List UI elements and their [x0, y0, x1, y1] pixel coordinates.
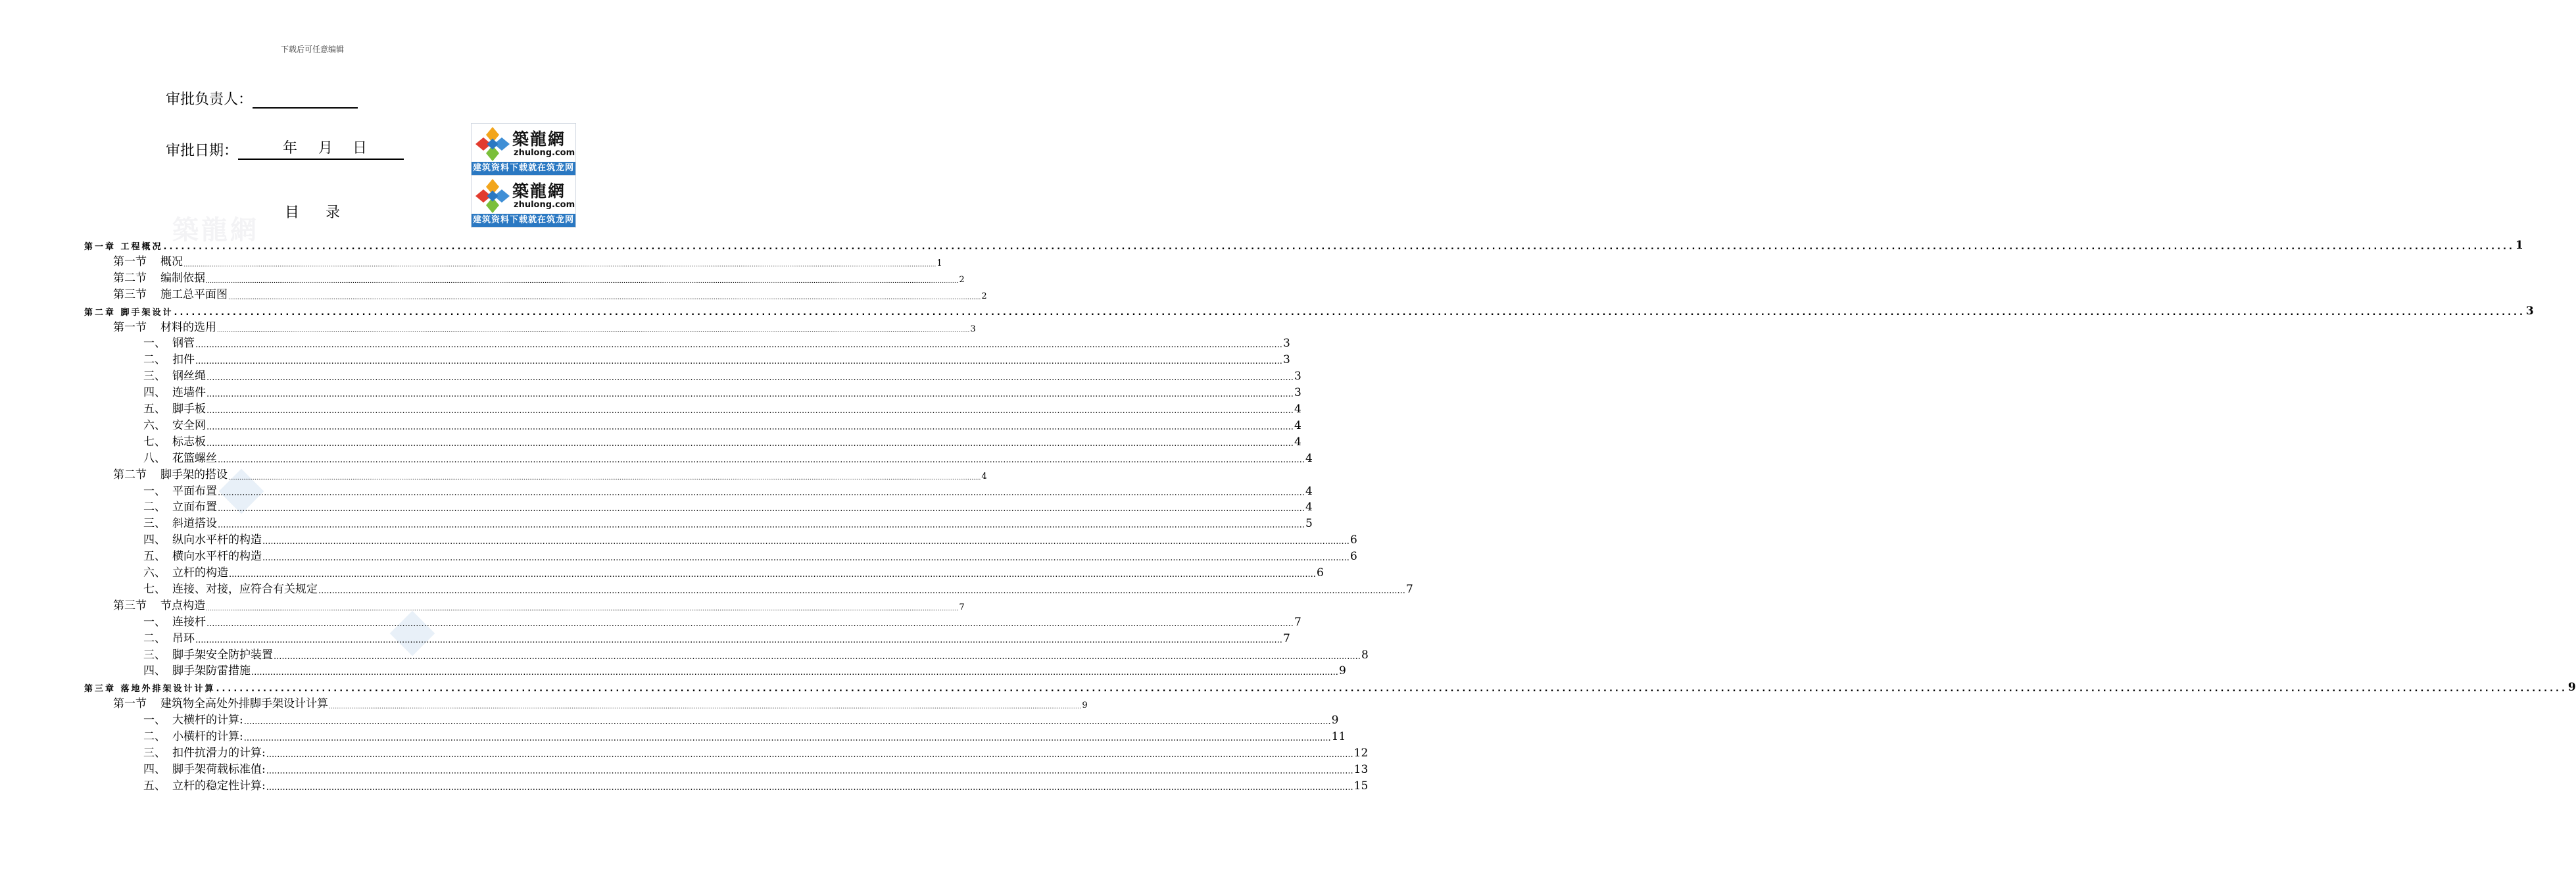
approval-person-label: 审批负责人：	[166, 91, 253, 108]
toc-entry-page: 1	[2515, 239, 2523, 252]
toc-entry-page: 4	[1294, 435, 1301, 449]
toc-dot-leader: ................................................................................................................................................................................................................................................................................................................................................................................................................	[207, 422, 1294, 432]
toc-dot-leader: ................................................................................................................................................................................................................................................................................................................................................................................................................	[206, 278, 959, 285]
toc-dot-leader: ................................................................................................................................................................................................................................................................................................................................................................................................................	[195, 356, 1282, 367]
toc-dot-leader: ................................................................................................................................................................................................................................................................................................................................................................................................................	[251, 668, 1338, 678]
toc-entry[interactable]	[143, 497, 1313, 514]
toc-entry[interactable]	[143, 416, 1301, 432]
toc-entry-text: 脚手架防雷措施	[172, 664, 251, 678]
toc-entry[interactable]	[113, 318, 976, 334]
toc-entry-number: 三、	[143, 648, 166, 662]
toc-entry-number: 第三节	[113, 287, 147, 301]
toc-entry-page: 7	[959, 602, 965, 612]
toc-entry-label	[143, 661, 251, 677]
toc-dot-leader: ................................................................................................................................................................................................................................................................................................................................................................................................................	[229, 570, 1316, 579]
toc-entry[interactable]	[143, 547, 1357, 564]
toc-entry-number: 第二节	[113, 271, 147, 285]
toc-entry-page: 8	[1361, 648, 1369, 662]
toc-entry-label	[143, 547, 262, 563]
toc-entry-text: 连接、对接，应符合有关规定	[172, 582, 318, 596]
toc-entry-text: 第三章 落地外排架设计计算	[84, 684, 216, 695]
toc-entry-page: 5	[1305, 517, 1313, 531]
toc-entry-label	[143, 530, 262, 547]
toc-entry-number: 二、	[143, 631, 166, 645]
toc-entry-text: 第二章 脚手架设计	[84, 307, 174, 318]
toc-entry-text: 脚手架安全防护装置	[172, 648, 273, 662]
logo-cn-name: 築龍網	[512, 130, 566, 149]
toc-dot-leader: ................................................................................................................................................................................................................................................................................................................................................................................................................	[195, 340, 1282, 351]
toc-dot-leader: ................................................................................................................................................................................................................................................................................................................................................................................................................	[217, 327, 970, 334]
toc-entry-page: 7	[1294, 615, 1301, 629]
toc-entry[interactable]	[143, 563, 1324, 579]
logo-en-name: zhulong.com	[514, 148, 575, 158]
toc-entry-text: 横向水平杆的构造	[172, 550, 262, 564]
toc-entry-page: 7	[1405, 582, 1413, 596]
toc-entry-page: 6	[1349, 533, 1357, 547]
toc-entry-page: 4	[1294, 403, 1301, 416]
logo-slogan: 建筑资料下载就在筑龙网	[472, 162, 575, 175]
toc-entry-text: 扣件抗滑力的计算:	[172, 746, 266, 760]
toc-entry-number: 第一节	[113, 255, 147, 268]
toc-entry-number: 七、	[143, 582, 166, 596]
toc-entry-number: 一、	[143, 337, 166, 351]
toc-entry-number: 四、	[143, 762, 166, 776]
toc-dot-leader: ................................................................................................................................................................................................................................................................................................................................................................................................................	[274, 651, 1361, 662]
toc-entry-page: 3	[1282, 353, 1290, 367]
toc-entry-page: 9	[2567, 681, 2576, 695]
toc-entry[interactable]	[143, 399, 1301, 416]
toc-entry-number: 第一节	[113, 697, 147, 711]
toc-entry-label	[113, 465, 228, 481]
toc-entry-number: 第三节	[113, 599, 147, 612]
toc-entry-number: 二、	[143, 501, 166, 514]
toc-entry-label	[143, 416, 206, 432]
approval-day: 日	[352, 140, 368, 157]
toc-entry-label	[143, 645, 273, 662]
toc-entry-text: 斜道搭设	[172, 517, 217, 531]
toc-entry[interactable]	[113, 285, 987, 301]
toc-dot-leader: ................................................................................................................................................................................................................................................................................................................................................................................................................	[174, 307, 2525, 318]
toc-entry-number: 五、	[143, 550, 166, 564]
toc-entry-number: 二、	[143, 730, 166, 743]
toc-dot-leader: ................................................................................................................................................................................................................................................................................................................................................................................................................	[206, 605, 959, 612]
toc-entry-page: 12	[1353, 746, 1369, 760]
toc-dot-leader: ................................................................................................................................................................................................................................................................................................................................................................................................................	[218, 454, 1305, 465]
toc-dot-leader: ................................................................................................................................................................................................................................................................................................................................................................................................................	[228, 474, 981, 481]
toc-entry-number: 第一节	[113, 320, 147, 334]
approval-date-line	[166, 139, 404, 160]
toc-entry-label	[143, 563, 228, 579]
toc-entry-number: 五、	[143, 779, 166, 793]
toc-entry-number: 一、	[143, 484, 166, 498]
toc-entry-text: 安全网	[172, 418, 206, 432]
toc-entry-page: 15	[1353, 779, 1369, 793]
toc-dot-leader: ................................................................................................................................................................................................................................................................................................................................................................................................................	[329, 704, 1082, 711]
watermark-text: 築龍網	[172, 214, 259, 245]
toc-entry[interactable]	[84, 235, 2523, 252]
toc-entry-page: 3	[2525, 304, 2534, 318]
toc-entry-page: 3	[1282, 337, 1290, 351]
toc-entry-number: 八、	[143, 451, 166, 465]
toc-entry-label	[143, 710, 243, 727]
toc-entry-label	[84, 239, 163, 252]
toc-entry[interactable]	[143, 776, 1369, 793]
toc-dot-leader: ................................................................................................................................................................................................................................................................................................................................................................................................................	[218, 520, 1305, 531]
toc-entry[interactable]	[113, 465, 987, 481]
toc-entry-page: 3	[1294, 386, 1301, 400]
toc-entry-number: 四、	[143, 533, 166, 547]
toc-entry-text: 概况	[160, 255, 183, 268]
toc-entry-number: 三、	[143, 370, 166, 383]
toc-entry-label	[143, 497, 217, 514]
toc-entry-page: 9	[1331, 714, 1339, 727]
toc-entry-text: 立面布置	[172, 501, 217, 514]
toc-entry-label	[143, 760, 266, 776]
toc-entry-text: 连墙件	[172, 386, 206, 400]
logo-en-name: zhulong.com	[514, 200, 575, 210]
toc-entry[interactable]	[143, 760, 1369, 776]
toc-entry[interactable]	[84, 677, 2576, 695]
toc-entry-page: 4	[1305, 451, 1313, 465]
toc-entry-label	[143, 383, 206, 399]
toc-dot-leader: ................................................................................................................................................................................................................................................................................................................................................................................................................	[266, 766, 1353, 776]
toc-entry-text: 平面布置	[172, 484, 217, 498]
toc-entry-number: 二、	[143, 353, 166, 367]
zhulong-logo	[471, 123, 576, 176]
toc-entry-page: 9	[1082, 700, 1088, 711]
toc-entry-number: 一、	[143, 714, 166, 727]
header-note: 下载后可任意编辑	[280, 45, 344, 54]
toc-dot-leader: ................................................................................................................................................................................................................................................................................................................................................................................................................	[243, 733, 1331, 743]
toc-entry-text: 标志板	[172, 435, 206, 449]
toc-dot-leader: ................................................................................................................................................................................................................................................................................................................................................................................................................	[216, 684, 2567, 695]
toc-entry-label	[143, 514, 217, 530]
toc-entry-number: 第二节	[113, 468, 147, 481]
toc-entry-page: 13	[1353, 762, 1369, 776]
toc-entry-text: 大横杆的计算:	[172, 714, 243, 727]
toc-dot-leader: ................................................................................................................................................................................................................................................................................................................................................................................................................	[163, 242, 2515, 252]
toc-entry-number: 六、	[143, 566, 166, 579]
toc-entry-text: 编制依据	[160, 271, 205, 285]
toc-entry-number: 一、	[143, 615, 166, 629]
toc-entry-label	[113, 694, 328, 710]
toc-entry-page: 2	[959, 274, 965, 285]
toc-entry-text: 连接杆	[172, 615, 206, 629]
toc-entry-label	[113, 596, 205, 612]
toc-entry[interactable]	[143, 743, 1369, 760]
toc-entry-text: 脚手架荷载标准值:	[172, 762, 266, 776]
toc-entry-text: 钢管	[172, 337, 195, 351]
toc-entry-number: 三、	[143, 517, 166, 531]
toc-entry[interactable]	[143, 612, 1301, 629]
toc-entry-label	[84, 305, 174, 318]
toc-dot-leader: ................................................................................................................................................................................................................................................................................................................................................................................................................	[207, 618, 1294, 629]
toc-entry[interactable]	[143, 710, 1339, 727]
toc-dot-leader: ................................................................................................................................................................................................................................................................................................................................................................................................................	[218, 487, 1305, 498]
toc-entry[interactable]	[113, 268, 965, 285]
toc-entry-page: 3	[1294, 370, 1301, 383]
toc-entry-text: 花篮螺丝	[172, 451, 217, 465]
toc-title: 目录	[284, 205, 366, 221]
toc-entry-label	[143, 432, 206, 449]
toc-entry-page: 11	[1331, 730, 1346, 743]
toc-entry-page: 4	[1305, 501, 1313, 514]
toc-entry-label	[113, 252, 183, 268]
toc-entry-text: 小横杆的计算:	[172, 730, 243, 743]
logo-cn-name: 築龍網	[512, 182, 566, 201]
toc-dot-leader: ................................................................................................................................................................................................................................................................................................................................................................................................................	[243, 717, 1331, 727]
toc-entry[interactable]	[84, 301, 2534, 318]
toc-entry[interactable]	[143, 383, 1301, 400]
approval-date-label: 审批日期：	[166, 143, 239, 159]
toc-entry-label	[143, 727, 243, 743]
toc-entry-label	[143, 629, 195, 645]
toc-entry-page: 4	[981, 471, 987, 481]
toc-entry-text: 脚手架的搭设	[160, 468, 228, 481]
toc-entry-page: 9	[1338, 664, 1346, 678]
toc-entry-label	[143, 612, 206, 629]
toc-entry[interactable]	[143, 530, 1357, 547]
toc-entry-label	[143, 449, 217, 465]
approval-person-line	[166, 88, 358, 109]
toc-entry-text: 施工总平面图	[160, 287, 228, 301]
toc-dot-leader: ................................................................................................................................................................................................................................................................................................................................................................................................................	[207, 438, 1294, 449]
toc-entry-text: 纵向水平杆的构造	[172, 533, 262, 547]
toc-dot-leader: ................................................................................................................................................................................................................................................................................................................................................................................................................	[195, 635, 1282, 645]
toc-entry-number: 四、	[143, 386, 166, 400]
toc-dot-leader: ................................................................................................................................................................................................................................................................................................................................................................................................................	[218, 504, 1305, 514]
toc-entry-label	[143, 481, 217, 498]
toc-dot-leader: ................................................................................................................................................................................................................................................................................................................................................................................................................	[262, 537, 1349, 547]
toc-entry-text: 材料的选用	[160, 320, 216, 334]
toc-entry-text: 钢丝绳	[172, 370, 206, 383]
toc-entry-text: 吊环	[172, 631, 195, 645]
toc-entry-text: 脚手板	[172, 403, 206, 416]
toc-entry[interactable]	[143, 366, 1301, 383]
toc-entry-label	[143, 776, 266, 793]
logo-slogan: 建筑资料下载就在筑龙网	[472, 214, 575, 227]
toc-entry-page: 6	[1349, 550, 1357, 564]
toc-entry[interactable]	[113, 252, 942, 268]
toc-entry-label	[143, 399, 206, 416]
toc-entry-text: 立杆的构造	[172, 566, 228, 579]
toc-entry-number: 五、	[143, 403, 166, 416]
toc-entry[interactable]	[143, 432, 1301, 449]
toc-entry-number: 六、	[143, 418, 166, 432]
toc-dot-leader: ................................................................................................................................................................................................................................................................................................................................................................................................................	[266, 782, 1353, 793]
toc-entry[interactable]	[113, 694, 1088, 711]
toc-entry-page: 4	[1305, 484, 1313, 498]
zhulong-diamond-icon	[474, 126, 511, 162]
toc-entry-label	[143, 743, 266, 760]
toc-entry-number: 三、	[143, 746, 166, 760]
toc-entry[interactable]	[143, 579, 1413, 596]
toc-entry[interactable]	[143, 661, 1346, 678]
approval-person-blank[interactable]	[253, 90, 358, 109]
toc-entry[interactable]	[143, 514, 1313, 531]
toc-entry[interactable]	[143, 629, 1290, 645]
toc-entry[interactable]	[113, 596, 965, 612]
toc-entry-page: 1	[936, 258, 942, 268]
toc-entry-number: 七、	[143, 435, 166, 449]
toc-entry-text: 建筑物全高处外排脚手架设计计算	[160, 697, 328, 711]
toc-dot-leader: ................................................................................................................................................................................................................................................................................................................................................................................................................	[183, 261, 936, 268]
toc-entry-page: 2	[981, 291, 987, 301]
toc-dot-leader: ................................................................................................................................................................................................................................................................................................................................................................................................................	[262, 553, 1349, 564]
toc-entry-label	[113, 318, 216, 334]
toc-entry[interactable]	[143, 727, 1346, 743]
toc-entry[interactable]	[143, 449, 1313, 465]
toc-dot-leader: ................................................................................................................................................................................................................................................................................................................................................................................................................	[266, 749, 1353, 760]
toc-entry-page: 4	[1294, 418, 1301, 432]
toc-dot-leader: ................................................................................................................................................................................................................................................................................................................................................................................................................	[207, 406, 1294, 416]
toc-entry-label	[143, 333, 195, 350]
approval-date-blank[interactable]	[238, 141, 404, 160]
toc-entry-page: 7	[1282, 631, 1290, 645]
toc-entry-page: 3	[970, 324, 976, 334]
toc-dot-leader: ................................................................................................................................................................................................................................................................................................................................................................................................................	[228, 294, 981, 301]
toc-entry-label	[143, 579, 318, 596]
approval-year: 年	[283, 140, 298, 157]
toc-entry-text: 立杆的稳定性计算:	[172, 779, 266, 793]
toc-entry[interactable]	[143, 333, 1290, 351]
toc-entry-text: 扣件	[172, 353, 195, 367]
toc-entry-label	[113, 268, 205, 285]
toc-entry-text: 节点构造	[160, 599, 205, 612]
toc-dot-leader: ................................................................................................................................................................................................................................................................................................................................................................................................................	[318, 585, 1405, 596]
approval-month: 月	[318, 140, 333, 157]
toc-entry[interactable]	[143, 645, 1369, 662]
toc-entry[interactable]	[143, 481, 1313, 498]
toc-entry[interactable]	[143, 350, 1290, 367]
toc-dot-leader: ................................................................................................................................................................................................................................................................................................................................................................................................................	[207, 389, 1294, 400]
toc-entry-label	[113, 285, 228, 301]
toc-entry-text: 第一章 工程概况	[84, 242, 163, 252]
toc-entry-label	[143, 350, 195, 366]
toc-dot-leader: ................................................................................................................................................................................................................................................................................................................................................................................................................	[207, 373, 1294, 383]
toc-entry-page: 6	[1316, 566, 1324, 579]
toc-entry-label	[84, 681, 216, 694]
toc-entry-label	[143, 366, 206, 383]
toc-entry-number: 四、	[143, 664, 166, 678]
